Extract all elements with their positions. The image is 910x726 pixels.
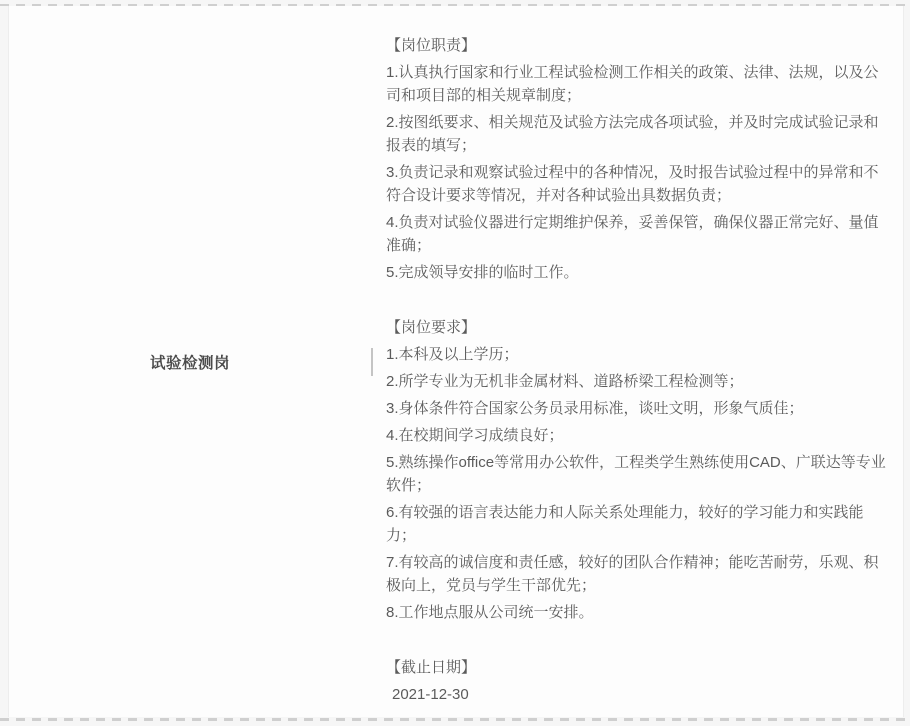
responsibilities-heading: 【岗位职责】 (386, 37, 477, 54)
requirement-item: 6.有较强的语言表达能力和人际关系处理能力，较好的学习能力和实践能力； (386, 504, 864, 544)
deadline-heading: 【截止日期】 (386, 659, 477, 676)
requirement-item: 4.在校期间学习成绩良好； (386, 427, 564, 444)
requirement-item: 1.本科及以上学历； (386, 346, 519, 363)
job-panel (8, 6, 904, 717)
requirement-item: 2.所学专业为无机非金属材料、道路桥梁工程检测等； (386, 373, 744, 390)
requirement-item: 7.有较高的诚信度和责任感，较好的团队合作精神；能吃苦耐劳，乐观、积极向上，党员与学生干部优先； (386, 554, 879, 594)
job-description-cell (373, 6, 903, 717)
responsibility-item: 4.负责对试验仪器进行定期维护保养，妥善保管，确保仪器正常完好、量值准确； (386, 214, 879, 254)
section-deadline (386, 656, 892, 706)
responsibility-item: 5.完成领导安排的临时工作。 (386, 264, 579, 281)
section-responsibilities (386, 34, 892, 284)
responsibility-item: 1.认真执行国家和行业工程试验检测工作相关的政策、法律、法规，以及公司和项目部的相关规章制度； (386, 64, 879, 104)
job-title-cell (9, 6, 371, 717)
responsibility-item: 2.按图纸要求、相关规范及试验方法完成各项试验，并及时完成试验记录和报表的填写； (386, 114, 879, 154)
section-requirements (386, 316, 892, 624)
responsibility-item: 3.负责记录和观察试验过程中的各种情况，及时报告试验过程中的异常和不符合设计要求等情况，并对各种试验出具数据负责； (386, 164, 879, 204)
bottom-dashed-border (0, 718, 910, 721)
requirement-item: 3.身体条件符合国家公务员录用标准，谈吐文明，形象气质佳； (386, 400, 804, 417)
job-title: 试验检测岗 (149, 354, 230, 372)
requirement-item: 8.工作地点服从公司统一安排。 (386, 604, 594, 621)
deadline-date: 2021-12-30 (392, 686, 469, 703)
requirements-heading: 【岗位要求】 (386, 319, 477, 336)
requirement-item: 5.熟练操作office等常用办公软件，工程类学生熟练使用CAD、广联达等专业软件； (386, 454, 886, 494)
